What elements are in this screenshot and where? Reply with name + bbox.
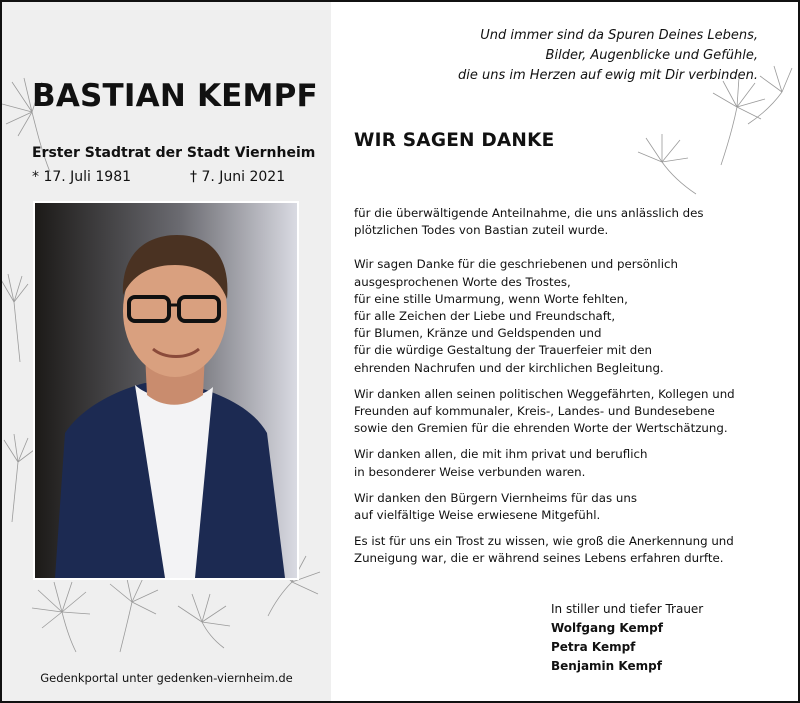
thank-you-text [354, 205, 774, 579]
text-line: ehrenden Nachrufen und der kirchlichen Begleitung. [354, 360, 664, 375]
text-line: Wir danken den Bürgern Viernheims für das uns [354, 490, 637, 505]
text-line: für alle Zeichen der Liebe und Freundschaft, [354, 309, 616, 324]
text-line: für Blumen, Kränze und Geldspenden und [354, 326, 602, 341]
text-line: sowie den Gremien für die ehrenden Worte der Wertschätzung. [354, 421, 728, 436]
text-line: auf vielfältige Weise erwiesene Mitgefühl. [354, 508, 601, 523]
text-line: Freunden auf kommunaler, Kreis-, Landes- und Bundesebene [354, 404, 715, 419]
text-line: für die würdige Gestaltung der Trauerfeier mit den [354, 343, 652, 358]
text-line: für eine stille Umarmung, wenn Worte fehlten, [354, 291, 628, 306]
paragraph [354, 446, 774, 480]
deceased-name: BASTIAN KEMPF [32, 78, 318, 114]
text-line: in besonderer Weise verbunden waren. [354, 464, 586, 479]
dandelion-seed-icon [638, 134, 696, 194]
memorial-quote [458, 26, 758, 86]
dandelion-seed-icon [713, 77, 765, 165]
text-line: ausgesprochenen Worte des Trostes, [354, 274, 571, 289]
headline: WIR SAGEN DANKE [354, 130, 555, 151]
signature-intro: In stiller und tiefer Trauer [551, 602, 704, 616]
signature-block [551, 600, 703, 676]
family-member: Petra Kempf [551, 640, 636, 654]
text-line: Wir danken allen, die mit ihm privat und beruflich [354, 447, 648, 462]
paragraph [354, 205, 774, 239]
text-line: plötzlichen Todes von Bastian zuteil wurde. [354, 223, 609, 238]
text-line: Wir danken allen seinen politischen Weggefährten, Kollegen und [354, 386, 735, 401]
paragraph [354, 256, 774, 376]
death-date: † 7. Juni 2021 [190, 169, 286, 185]
deceased-role: Erster Stadtrat der Stadt Viernheim [32, 145, 316, 161]
portrait-photo [33, 201, 299, 580]
paragraph [354, 490, 774, 524]
portrait-illustration [35, 203, 297, 578]
quote-line: Und immer sind da Spuren Deines Lebens, [480, 28, 758, 43]
text-line: Zuneigung war, die er während seines Lebens erfahren durfte. [354, 551, 724, 566]
memorial-portal-note: Gedenkportal unter gedenken-viernheim.de [40, 671, 293, 685]
paragraph [354, 533, 774, 567]
quote-line: die uns im Herzen auf ewig mit Dir verbinden. [457, 68, 758, 83]
paragraph [354, 386, 774, 438]
birth-date: * 17. Juli 1981 [32, 169, 132, 185]
family-member: Wolfgang Kempf [551, 621, 663, 635]
quote-line: Bilder, Augenblicke und Gefühle, [545, 48, 758, 63]
text-line: Es ist für uns ein Trost zu wissen, wie groß die Anerkennung und [354, 534, 734, 549]
text-line: für die überwältigende Anteilnahme, die uns anlässlich des [354, 206, 704, 220]
family-member: Benjamin Kempf [551, 659, 662, 673]
text-line: Wir sagen Danke für die geschriebenen und persönlich [354, 257, 678, 272]
